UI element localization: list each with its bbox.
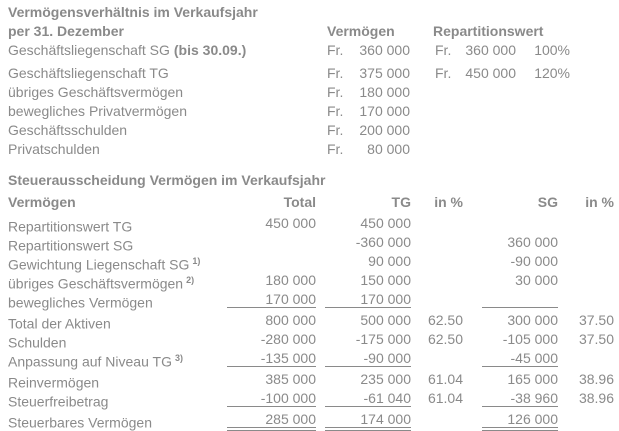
footnote-marker: 1) — [192, 256, 201, 266]
column-header-vermoegen: Vermögen — [8, 194, 76, 210]
tg-percent: 62.50 — [427, 312, 463, 328]
row-label: Repartitionswert SG — [8, 237, 134, 254]
column-header-sg: SG — [537, 194, 558, 210]
allocation-row — [0, 331, 619, 350]
footnote-marker: 3) — [174, 353, 183, 363]
currency-prefix: Fr. — [435, 65, 452, 81]
allocation-row-steuerbares-vermoegen — [0, 411, 619, 430]
tg-value: 170 000 — [325, 291, 411, 308]
currency-prefix: Fr. — [327, 65, 344, 81]
vermoegen-value: 200 000 — [359, 122, 410, 138]
column-header-tg-percent: in % — [434, 194, 463, 210]
asset-row — [0, 42, 619, 61]
total-value: 450 000 — [265, 215, 316, 231]
allocation-row — [0, 291, 619, 310]
asset-label: Geschäftsliegenschaft TG — [8, 65, 169, 81]
section1-title-row — [0, 4, 619, 23]
allocation-row — [0, 350, 619, 369]
allocation-row — [0, 215, 619, 234]
sg-value: 165 000 — [507, 371, 558, 387]
currency-prefix: Fr. — [435, 42, 452, 58]
allocation-row — [0, 390, 619, 409]
asset-label: bewegliches Privatvermögen — [8, 103, 187, 119]
vermoegen-value: 180 000 — [359, 84, 410, 100]
sg-value: -45 000 — [482, 350, 558, 367]
row-label-cell — [8, 312, 111, 332]
sg-percent: 38.96 — [578, 390, 614, 406]
repartition-percent: 100% — [534, 42, 570, 58]
asset-label: Privatschulden — [8, 141, 100, 157]
asset-label: übriges Geschäftsvermögen — [8, 84, 184, 100]
footnote-marker: 2) — [186, 275, 195, 285]
total-value: 285 000 — [227, 411, 316, 428]
repartition-percent: 120% — [534, 65, 570, 81]
column-header-vermoegen: Vermögen — [327, 23, 395, 39]
sg-value: -105 000 — [502, 331, 558, 347]
tg-percent — [425, 291, 463, 308]
section1-title: Vermögensverhältnis im Verkaufsjahr — [8, 4, 258, 20]
asset-label: Geschäftsschulden — [8, 122, 128, 138]
vermoegen-value: 80 000 — [367, 141, 410, 157]
row-label: Anpassung auf Niveau TG — [8, 353, 172, 370]
row-label-cell — [8, 411, 152, 431]
tg-value: -175 000 — [355, 331, 411, 347]
allocation-row-reinvermoegen — [0, 371, 619, 390]
tg-value: -90 000 — [325, 350, 411, 367]
row-label-cell — [8, 291, 153, 311]
row-label: Steuerbares Vermögen — [8, 414, 152, 431]
sg-percent — [576, 272, 614, 289]
currency-prefix: Fr. — [327, 84, 344, 100]
row-label: übriges Geschäftsvermögen — [8, 275, 184, 292]
asset-label-cell — [8, 103, 187, 120]
column-header-sg-percent: in % — [585, 194, 614, 210]
row-label-cell — [8, 234, 134, 254]
total-value: -280 000 — [260, 331, 316, 347]
row-label: Total der Aktiven — [8, 315, 111, 332]
sg-value: 300 000 — [507, 312, 558, 328]
sg-value: -38 960 — [482, 390, 558, 407]
tg-value: 500 000 — [360, 312, 411, 328]
vermoegen-value: 375 000 — [359, 65, 410, 81]
tg-value: 90 000 — [368, 253, 411, 269]
vermoegen-value: 170 000 — [359, 103, 410, 119]
tg-percent — [425, 411, 463, 428]
sg-percent — [576, 253, 614, 270]
asset-label-cell — [8, 65, 169, 82]
total-value: -135 000 — [227, 350, 316, 367]
row-label-cell — [8, 253, 201, 273]
section1-subtitle: per 31. Dezember — [8, 23, 124, 39]
total-value: 800 000 — [265, 312, 316, 328]
tg-percent — [425, 253, 463, 270]
asset-label-cell — [8, 42, 246, 59]
row-label-cell — [8, 331, 67, 351]
row-label-cell — [8, 390, 109, 410]
sg-value: -90 000 — [510, 253, 558, 269]
row-label-cell — [8, 350, 183, 370]
column-header-total: Total — [283, 194, 316, 210]
section1-header-row — [0, 23, 619, 42]
sg-percent — [576, 411, 614, 428]
asset-row — [0, 141, 619, 160]
tg-percent: 61.04 — [427, 371, 463, 387]
sg-percent: 38.96 — [578, 371, 614, 387]
row-label: Gewichtung Liegenschaft SG — [8, 256, 190, 273]
repartitionswert-value: 360 000 — [465, 42, 516, 58]
row-label: Repartitionswert TG — [8, 218, 133, 235]
sg-value — [482, 215, 558, 232]
asset-label-cell — [8, 84, 183, 101]
currency-prefix: Fr. — [327, 103, 344, 119]
row-label-cell — [8, 272, 195, 292]
total-value: 170 000 — [227, 291, 316, 308]
total-value — [227, 234, 316, 251]
tg-value: 174 000 — [325, 411, 411, 428]
tg-percent — [425, 215, 463, 232]
row-label: bewegliches Vermögen — [8, 294, 153, 311]
tg-percent: 61.04 — [427, 390, 463, 406]
tg-value: 450 000 — [360, 215, 411, 231]
currency-prefix: Fr. — [327, 122, 344, 138]
allocation-row-total-aktiven — [0, 312, 619, 331]
tg-value: -360 000 — [355, 234, 411, 250]
currency-prefix: Fr. — [327, 141, 344, 157]
total-value — [227, 253, 316, 270]
sg-percent — [576, 234, 614, 251]
allocation-row — [0, 234, 619, 253]
section2-title-row — [0, 172, 619, 191]
total-value: -100 000 — [227, 390, 316, 407]
tg-percent — [425, 234, 463, 251]
row-label-cell — [8, 215, 133, 235]
sg-percent: 37.50 — [578, 312, 614, 328]
sg-percent — [576, 350, 614, 367]
row-label: Steuerfreibetrag — [8, 393, 109, 410]
tg-percent — [425, 350, 463, 367]
total-value: 385 000 — [265, 371, 316, 387]
total-value: 180 000 — [265, 272, 316, 288]
tg-value: 150 000 — [360, 272, 411, 288]
tg-percent — [425, 272, 463, 289]
asset-label-cell — [8, 141, 100, 158]
allocation-row — [0, 272, 619, 291]
asset-row — [0, 84, 619, 103]
asset-label: Geschäftsliegenschaft SG — [8, 42, 170, 58]
sg-value — [482, 291, 558, 308]
tg-value: 235 000 — [360, 371, 411, 387]
repartitionswert-value: 450 000 — [465, 65, 516, 81]
row-label: Schulden — [8, 334, 67, 351]
asset-row — [0, 65, 619, 84]
row-label: Reinvermögen — [8, 374, 100, 391]
row-label-cell — [8, 371, 100, 391]
tg-value: -61 040 — [325, 390, 411, 407]
sg-value: 126 000 — [482, 411, 558, 428]
vermoegen-value: 360 000 — [359, 42, 410, 58]
sg-percent — [576, 291, 614, 308]
asset-row — [0, 122, 619, 141]
section2-header-row — [0, 194, 619, 213]
sg-value: 360 000 — [507, 234, 558, 250]
sg-percent — [576, 215, 614, 232]
sg-value: 30 000 — [515, 272, 558, 288]
currency-prefix: Fr. — [327, 42, 344, 58]
column-header-tg: TG — [391, 194, 411, 210]
section2-title: Steuerausscheidung Vermögen im Verkaufsjahr — [8, 172, 326, 188]
asset-row — [0, 103, 619, 122]
sg-percent: 37.50 — [578, 331, 614, 347]
allocation-row — [0, 253, 619, 272]
tg-percent: 62.50 — [427, 331, 463, 347]
asset-label-cell — [8, 122, 127, 139]
column-header-repartitionswert: Repartitionswert — [433, 23, 544, 39]
asset-label-note: (bis 30.09.) — [173, 42, 247, 58]
